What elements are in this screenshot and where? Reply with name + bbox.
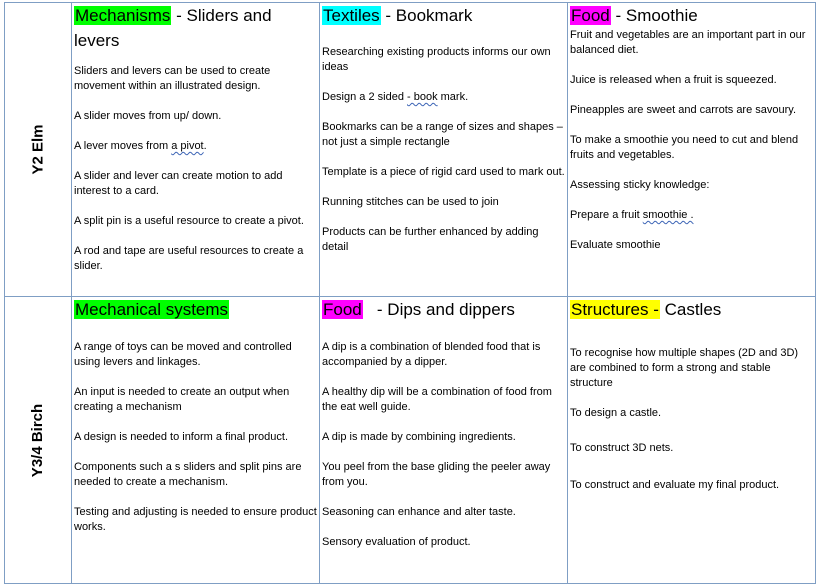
paragraph: Sensory evaluation of product. — [322, 536, 471, 548]
paragraph: A dip is a combination of blended food that is accompanied by a dipper. — [322, 341, 541, 368]
title-highlight: Mechanical systems — [75, 300, 229, 319]
cell-title — [570, 297, 815, 322]
paragraph: A slider moves from up/ down. — [74, 110, 222, 122]
paragraph: A design is needed to inform a final product. — [74, 431, 289, 443]
title-rest: Castles — [659, 300, 722, 319]
paragraph: Testing and adjusting is needed to ensure product works. — [74, 506, 317, 533]
paragraph-text: Design a 2 sided — [322, 91, 407, 103]
paragraph: A dip is made by combining ingredients. — [322, 431, 516, 443]
paragraph: Products can be further enhanced by adding detail — [322, 226, 539, 253]
paragraph: To recognise how multiple shapes (2D and 3D) are combined to form a strong and stable structure — [570, 347, 799, 389]
paragraph-text: mark. — [437, 91, 469, 103]
paragraph: An input is needed to create an output when creating a mechanism — [74, 386, 290, 413]
paragraph — [570, 208, 815, 223]
paragraph: Components such a s sliders and split pins are needed to create a mechanism. — [74, 461, 302, 488]
paragraph — [74, 139, 317, 154]
cell-textiles — [319, 3, 567, 296]
paragraph: A rod and tape are useful resources to create a slider. — [74, 245, 304, 272]
paragraph: To construct and evaluate my final product. — [570, 479, 780, 491]
row-label-y34 — [5, 297, 71, 583]
paragraph: Juice is released when a fruit is squeezed. — [570, 74, 777, 86]
cell-title — [570, 3, 815, 28]
title-rest: - Sliders and levers — [74, 6, 272, 50]
paragraph — [322, 90, 565, 105]
cell-dips — [319, 297, 567, 583]
cell-smoothie — [567, 3, 817, 296]
paragraph: Fruit and vegetables are an important part in our balanced diet. — [570, 29, 806, 56]
paragraph: Pineapples are sweet and carrots are savoury. — [570, 104, 797, 116]
paragraph: You peel from the base gliding the peeler away from you. — [322, 461, 551, 488]
paragraph: Template is a piece of rigid card used to mark out. — [322, 166, 565, 178]
cell-castles — [567, 297, 817, 583]
paragraph: Assessing sticky knowledge: — [570, 179, 710, 191]
paragraph: Sliders and levers can be used to create movement within an illustrated design. — [74, 65, 271, 92]
title-highlight: Food — [571, 6, 610, 25]
title-rest: - Bookmark — [380, 6, 473, 25]
spellcheck-word: - book — [407, 91, 438, 103]
row-label-text: Y3/4 Birch — [29, 403, 47, 477]
paragraph: To construct 3D nets. — [570, 442, 674, 454]
paragraph-text: . — [203, 140, 207, 152]
paragraph-text: Prepare a fruit — [570, 209, 643, 221]
spellcheck-word: a pivot — [171, 140, 204, 152]
cell-title — [74, 3, 317, 53]
title-highlight: Mechanisms — [75, 6, 171, 25]
title-highlight: Structures - — [571, 300, 659, 319]
spellcheck-word: smoothie . — [642, 209, 694, 221]
row-label-text: Y2 Elm — [29, 124, 47, 175]
curriculum-table — [4, 2, 816, 584]
paragraph: Evaluate smoothie — [570, 239, 661, 251]
paragraph: A split pin is a useful resource to create a pivot. — [74, 215, 304, 227]
cell-title — [74, 297, 317, 322]
paragraph: Running stitches can be used to join — [322, 196, 499, 208]
cell-title — [322, 3, 565, 28]
title-rest: - Smoothie — [610, 6, 698, 25]
paragraph: A healthy dip will be a combination of food from the eat well guide. — [322, 386, 552, 413]
row-label-y2 — [5, 3, 71, 296]
paragraph: Researching existing products informs our own ideas — [322, 46, 551, 73]
paragraph: A slider and lever can create motion to add interest to a card. — [74, 170, 283, 197]
cell-mechanisms — [71, 3, 319, 296]
paragraph: Seasoning can enhance and alter taste. — [322, 506, 516, 518]
paragraph: To design a castle. — [570, 407, 662, 419]
paragraph-text: A lever moves from — [74, 140, 172, 152]
paragraph: Bookmarks can be a range of sizes and shapes – not just a simple rectangle — [322, 121, 563, 148]
title-highlight: Textiles — [323, 6, 380, 25]
title-rest: - Dips and dippers — [362, 300, 515, 319]
cell-title — [322, 297, 565, 322]
paragraph: To make a smoothie you need to cut and blend fruits and vegetables. — [570, 134, 799, 161]
cell-mechanical-systems — [71, 297, 319, 583]
paragraph: A range of toys can be moved and controlled using levers and linkages. — [74, 341, 292, 368]
title-highlight: Food — [323, 300, 362, 319]
